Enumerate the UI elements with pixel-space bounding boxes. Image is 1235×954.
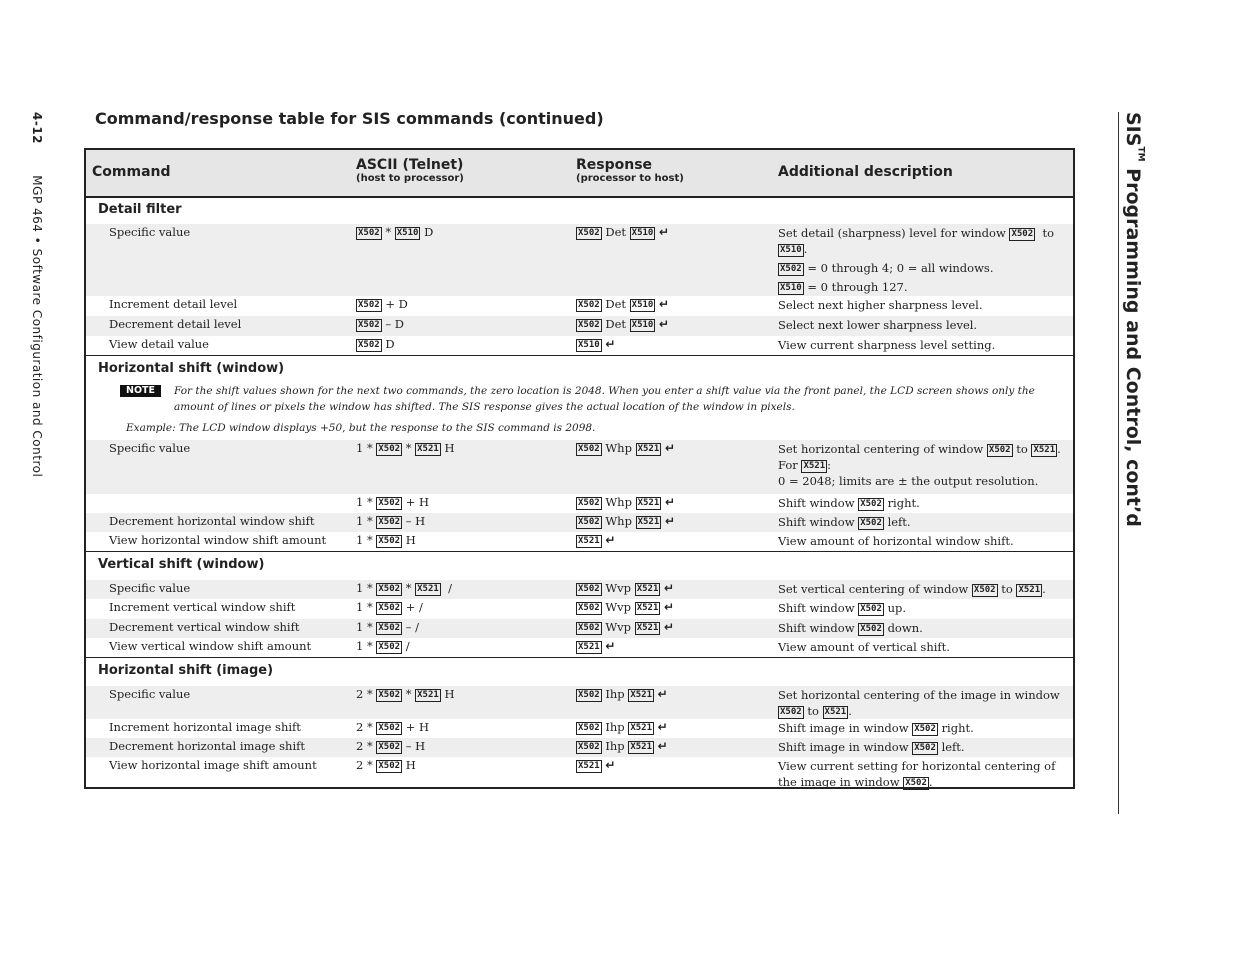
return-icon: ↵ — [659, 297, 670, 311]
page-title: Command/response table for SIS commands (continued) — [95, 109, 604, 128]
section-heading: Horizontal shift (image) — [98, 663, 274, 678]
return-icon: ↵ — [659, 225, 670, 239]
return-icon: ↵ — [605, 533, 616, 547]
note-text: For the shift values shown for the next two commands, the zero location is 2048. When you enter a shift value via the front panel, the LCD screen shows only the amount of lines or pixels the window has shifted. The SIS response gives the actual location of the window in pixels. — [174, 385, 1035, 413]
return-icon: ↵ — [657, 720, 668, 734]
return-icon: ↵ — [664, 620, 675, 634]
section-heading: Vertical shift (window) — [98, 557, 265, 572]
col-description: Additional description — [778, 164, 953, 180]
table-row: Decrement detail level X502 – D X502 Det X510 ↵ Select next lower sharpness level. — [86, 316, 1073, 336]
note-example: Example: The LCD window displays +50, but the response to the SIS command is 2098. — [126, 422, 596, 434]
table-row: View detail value X502 D X510 ↵ View current sharpness level setting. — [109, 337, 996, 352]
return-icon: ↵ — [605, 758, 616, 772]
table-row: Specific value 2 * X502 * X521 H X502 Ihp X521 ↵ Set horizontal centering of the image in window X502 to X521 . — [86, 686, 1073, 719]
table-row: Increment horizontal image shift 2 * X502 + H X502 Ihp X521 ↵ Shift image in window X502 right. — [109, 720, 974, 735]
return-icon: ↵ — [659, 317, 670, 331]
table-row: 1 * X502 + H X502 Whp X521 ↵ Shift window X502 right. — [356, 495, 920, 510]
table-row: Decrement vertical window shift 1 * X502 – / X502 Wvp X521 ↵ Shift window X502 down. — [86, 619, 1073, 638]
chapter-heading: SIS™ Programming and Control, cont’d — [1122, 112, 1146, 527]
col-ascii: ASCII (Telnet) (host to processor) — [356, 157, 464, 184]
col-response: Response (processor to host) — [576, 157, 684, 184]
return-icon: ↵ — [664, 441, 675, 455]
return-icon: ↵ — [664, 514, 675, 528]
table-row: View horizontal window shift amount 1 * X502 H X521 ↵ View amount of horizontal window shift. — [109, 533, 1014, 548]
return-icon: ↵ — [664, 495, 675, 509]
table-row: View horizontal image shift amount 2 * X502 H X521 ↵ View current setting for horizontal centering of the image in window X502 . — [109, 758, 1056, 789]
running-header-text: MGP 464 • Software Configuration and Control — [30, 175, 44, 478]
return-icon: ↵ — [664, 600, 675, 614]
return-icon: ↵ — [605, 337, 616, 351]
table-row: Specific value 1 * X502 * X521 / X502 Wvp X521 ↵ Set vertical centering of window X502 to X521 . — [86, 580, 1073, 599]
command-table — [84, 148, 1075, 789]
divider — [86, 657, 1073, 658]
margin-rule — [1118, 112, 1119, 814]
return-icon: ↵ — [605, 639, 616, 653]
table-row: Increment detail level X502 + D X502 Det X510 ↵ Select next higher sharpness level. — [109, 297, 983, 312]
return-icon: ↵ — [657, 687, 668, 701]
table-row: View vertical window shift amount 1 * X502 / X521 ↵ View amount of vertical shift. — [109, 639, 950, 654]
table-row: Increment vertical window shift 1 * X502 + / X502 Wvp X521 ↵ Shift window X502 up. — [109, 600, 906, 615]
return-icon: ↵ — [664, 581, 675, 595]
return-icon: ↵ — [657, 739, 668, 753]
table-row: Specific value X502 * X510 D X502 Det X510 ↵ Set detail (sharpness) level for window X502 to X510 . X502 = 0 through 4; 0 = all windows. X510 = 0 through 127. — [86, 224, 1073, 296]
divider — [86, 355, 1073, 356]
divider — [86, 551, 1073, 552]
table-row: Decrement horizontal image shift 2 * X502 – H X502 Ihp X521 ↵ Shift image in window X502 left. — [86, 738, 1073, 757]
running-header — [30, 112, 44, 477]
page-number: 4-12 — [30, 112, 44, 145]
section-heading: Detail filter — [98, 202, 182, 217]
table-row: Specific value 1 * X502 * X521 H X502 Whp X521 ↵ Set horizontal centering of window X502 to X521 . For X521 : 0 = 2048; limits are ± the output resolution. — [86, 440, 1073, 494]
table-row: Decrement horizontal window shift 1 * X502 – H X502 Whp X521 ↵ Shift window X502 left. — [86, 513, 1073, 532]
section-heading: Horizontal shift (window) — [98, 361, 285, 376]
col-command: Command — [92, 164, 171, 180]
table-header — [86, 150, 1073, 198]
note-badge: NOTE — [120, 385, 161, 397]
